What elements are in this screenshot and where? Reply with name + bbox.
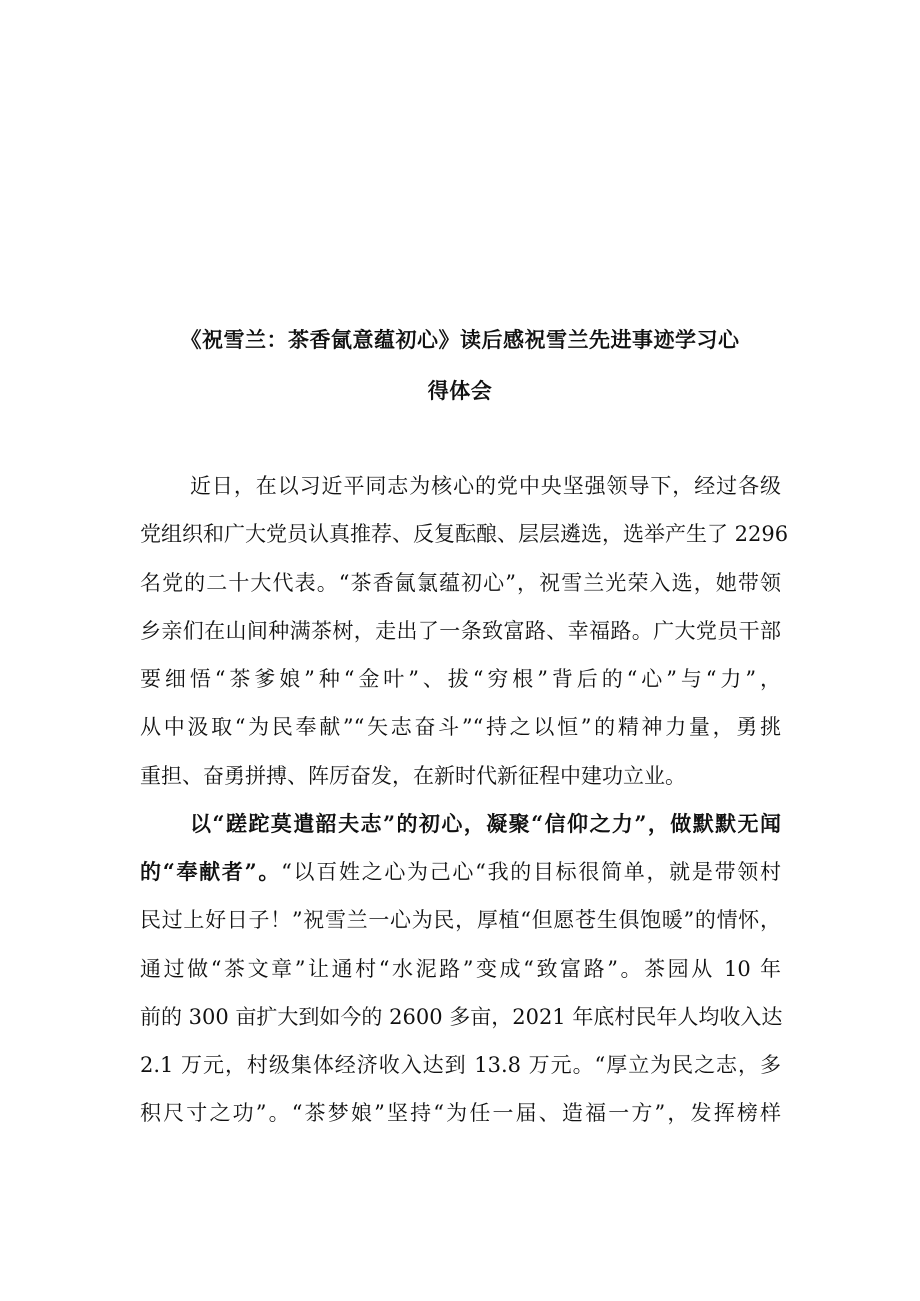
paragraph-2-line-2-text: “以百姓之心为己心“我的目标很简单，就是带领村 [281, 860, 781, 884]
paragraph-2-line-7: 积尺寸之功”。“茶梦娘”坚持“为任一届、造福一方”，发挥榜样 [140, 1101, 781, 1125]
paragraph-1-line-3: 名党的二十大代表。“茶香氤氯蕴初心”，祝雪兰光荣入选，她带领 [140, 571, 781, 595]
document-title-line-2: 得体会 [427, 378, 493, 403]
paragraph-2-heading-line-1: 以“蹉跎莫遣韶夫志”的初心，凝聚“信仰之力”，做默默无闻 [190, 811, 781, 836]
paragraph-2-line-5: 前的 300 亩扩大到如今的 2600 多亩，2021 年底村民年人均收入达 [140, 1005, 783, 1029]
document-title-line-1: 《祝雪兰：茶香氤意蕴初心》读后感祝雪兰先进事迹学习心 [180, 327, 740, 352]
paragraph-1-line-7: 重担、奋勇拼搏、阵厉奋发，在新时代新征程中建功立业。 [140, 764, 686, 788]
paragraph-1-line-6: 从中汲取“为民奉献”“矢志奋斗”“持之以恒”的精神力量，勇挑 [140, 715, 781, 739]
paragraph-2-heading-end: 的“奉献者”。 [140, 859, 282, 884]
paragraph-1-line-1: 近日，在以习近平同志为核心的党中央坚强领导下，经过各级 [190, 474, 781, 498]
paragraph-2-line-3: 民过上好日子！”祝雪兰一心为民，厚植“但愿苍生俱饱暖”的情怀， [140, 908, 781, 932]
paragraph-1-line-5: 要细悟“茶爹娘”种“金叶”、拔“穷根”背后的“心”与“力”， [140, 667, 781, 691]
paragraph-2-line-2 [140, 858, 781, 886]
paragraph-1-line-4: 乡亲们在山间种满茶树，走出了一条致富路、幸福路。广大党员干部 [140, 619, 781, 643]
paragraph-2-line-4: 通过做“茶文章”让通村“水泥路”变成“致富路”。茶园从 10 年 [140, 957, 781, 981]
paragraph-1-line-2: 党组织和广大党员认真推荐、反复酝酿、层层遴选，选举产生了 2296 [140, 522, 789, 546]
paragraph-2-line-6: 2.1 万元，村级集体经济收入达到 13.8 万元。“厚立为民之志，多 [140, 1053, 781, 1077]
